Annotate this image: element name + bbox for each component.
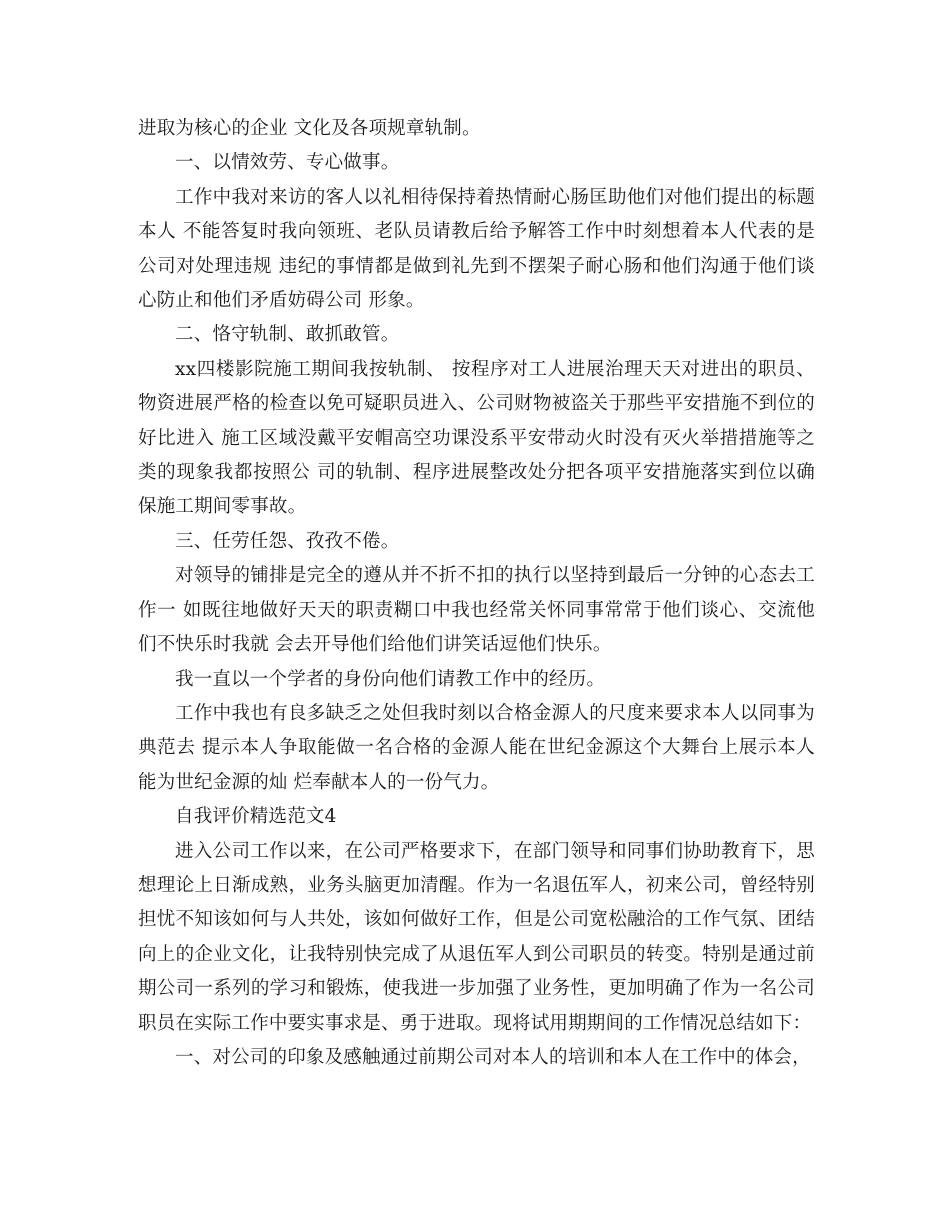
section-heading-3: 三、任劳任怨、孜孜不倦。: [175, 530, 400, 552]
paragraph: 一、对公司的印象及感触通过前期公司对本人的培训和本人在工作中的体会，: [175, 1046, 811, 1068]
paragraph-continuation: 进取为核心的企业 文化及各项规章轨制。: [138, 118, 481, 139]
article-title: 自我评价精选范文4: [175, 806, 337, 828]
paragraph: 对领导的铺排是完全的遵从并不折不扣的执行以坚持到最后一分钟的心态去工作一 如既往地做好天天的职责糊口中我也经常关怀同事常常于他们谈心、交流他们不快乐时我就 会去开导他们给他们讲笑话逗他们快乐。: [138, 565, 815, 656]
paragraph: 工作中我对来访的客人以礼相待保持着热情耐心肠匡助他们对他们提出的标题本人 不能答复时我向领班、老队员请教后给予解答工作中时刻想着本人代表的是公司对处理违规 违纪的事情都是做到礼先到不摆架子耐心肠和他们沟通于他们谈心防止和他们矛盾妨碍公司 形象。: [138, 186, 815, 312]
paragraph: xx四楼影院施工期间我按轨制、 按程序对工人进展治理天天对进出的职员、物资进展严格的检查以免可疑职员进入、公司财物被盗关于那些平安措施不到位的好比进入 施工区域没戴平安帽高空功课没系平安带动火时没有灭火举措措施等之类的现象我都按照公 司的轨制、程序进展整改处分把各项平安措施落实到位以确保施工期间零事故。: [138, 358, 815, 518]
paragraph: 进入公司工作以来，在公司严格要求下，在部门领导和同事们协助教育下，思想理论上日渐成熟，业务头脑更加清醒。作为一名退伍军人，初来公司，曾经特别担忧不知该如何与人共处，该如何做好工作，但是公司宽松融洽的工作气氛、团结向上的企业文化，让我特别快完成了从退伍军人到公司职员的转变。特别是通过前期公司一系列的学习和锻炼，使我进一步加强了业务性，更加明确了作为一名公司职员在实际工作中要实事求是、勇于进取。现将试用期期间的工作情况总结如下：: [138, 840, 815, 1034]
document-body: [138, 112, 815, 1075]
paragraph: 我一直以一个学者的身份向他们请教工作中的经历。: [175, 668, 606, 690]
section-heading-2: 二、恪守轨制、敢抓敢管。: [175, 324, 400, 346]
paragraph: 工作中我也有良多缺乏之处但我时刻以合格金源人的尺度来要求本人以同事为典范去 提示本人争取能做一名合格的金源人能在世纪金源这个大舞台上展示本人能为世纪金源的灿 烂奉献本人的一份气力。: [138, 702, 815, 793]
section-heading-1: 一、以情效劳、专心做事。: [175, 152, 400, 174]
